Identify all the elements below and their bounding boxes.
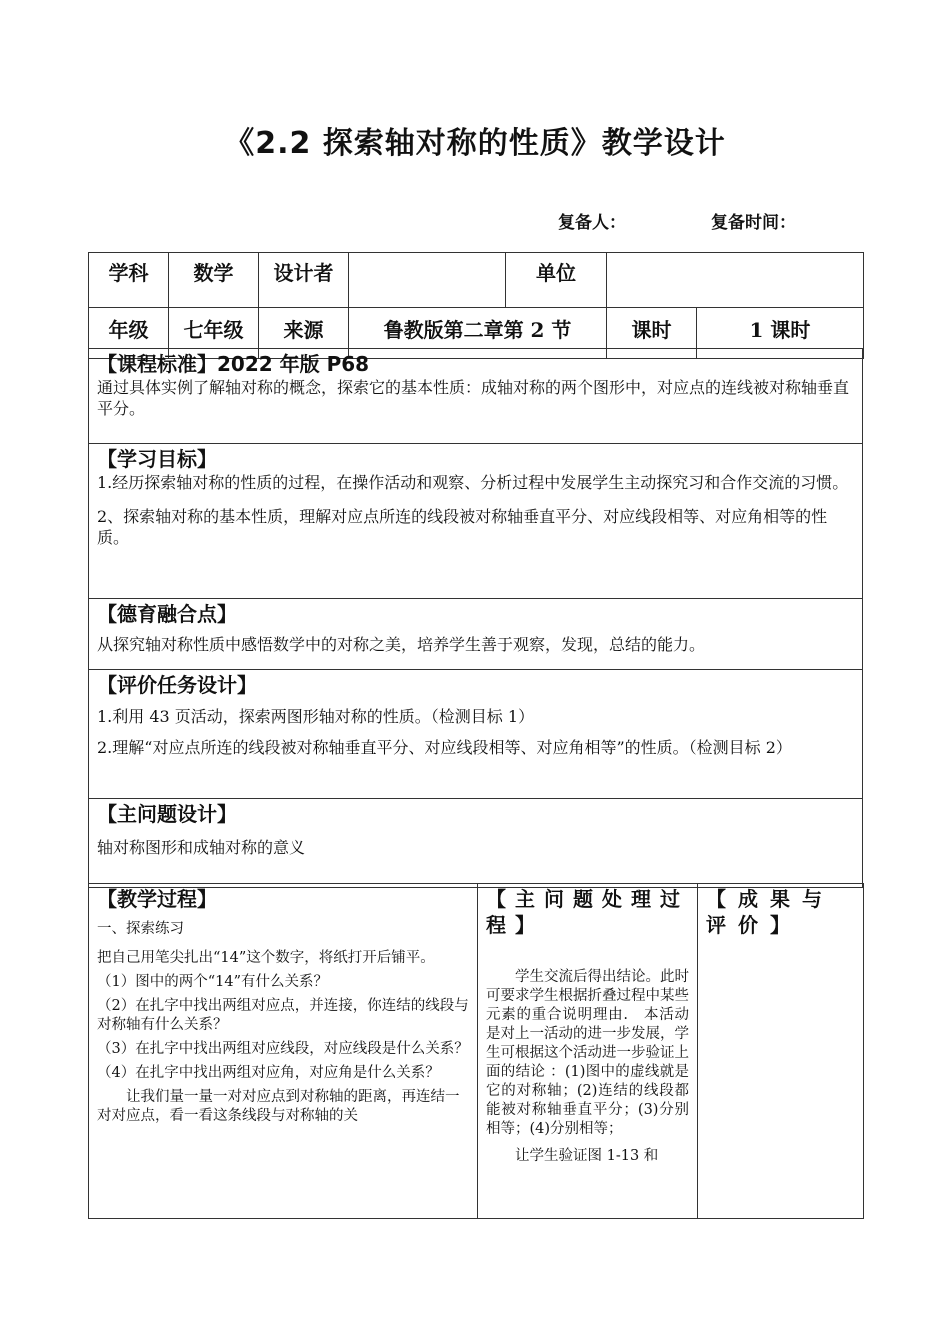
process-paragraph: （4）在扎字中找出两组对应角，对应角是什么关系？ xyxy=(97,1065,440,1081)
grade-value: 七年级 xyxy=(169,308,259,359)
unit-value xyxy=(607,253,864,308)
period-value: 1 课时 xyxy=(697,308,864,359)
main-question-text: 轴对称图形和成轴对称的意义 xyxy=(97,838,306,857)
preparer-label: 复备人： xyxy=(558,213,626,233)
process-column xyxy=(89,884,478,1219)
moral-section xyxy=(89,599,863,670)
main-question-section xyxy=(89,799,863,888)
main-question-process-column xyxy=(478,884,698,1219)
main-question-process-title: 【主问题处理过程】 xyxy=(486,887,689,937)
moral-text: 从探究轴对称性质中感悟数学中的对称之美，培养学生善于观察，发现，总结的能力。 xyxy=(97,635,706,654)
main-question-process-paragraph: 学生交流后得出结论。此时可要求学生根据折叠过程中某些元素的重合说明理由. 本活动是对上一活动的进一步发展，学生可根据这个活动进一步验证上面的结论 ：(1)图中的虚线就是它的对称轴；(2)连结的线段都能被对称轴垂直平分；(3)分别相等；(4)分别相等； xyxy=(486,969,689,1137)
designer-value xyxy=(349,253,506,308)
source-value: 鲁教版第二章第 2 节 xyxy=(349,308,607,359)
main-question-title: 【主问题设计】 xyxy=(97,802,237,826)
evaluation-item: 1.利用 43 页活动，探索两图形轴对称的性质。（检测目标 1） xyxy=(97,707,535,726)
document-title: 《2.2 探索轴对称的性质》教学设计 xyxy=(224,126,726,161)
process-paragraph: （3）在扎字中找出两组对应线段，对应线段是什么关系？ xyxy=(97,1041,469,1057)
moral-title: 【德育融合点】 xyxy=(97,602,237,626)
subject-label: 学科 xyxy=(89,253,169,308)
standard-section xyxy=(89,349,863,444)
subject-value: 数学 xyxy=(169,253,259,308)
prep-time-label: 复备时间： xyxy=(711,213,796,233)
objective-item: 2、探索轴对称的基本性质，理解对应点所连的线段被对称轴垂直平分、对应线段相等、对应角相等的性质。 xyxy=(97,507,828,547)
period-label: 课时 xyxy=(607,308,697,359)
process-title: 【教学过程】 xyxy=(97,887,217,911)
standard-text: 通过具体实例了解轴对称的概念，探索它的基本性质：成轴对称的两个图形中，对应点的连线被对称轴垂直平分。 xyxy=(97,378,850,418)
objective-item: 1.经历探索轴对称的性质的过程，在操作活动和观察、分析过程中发展学生主动探究习和合作交流的习惯。 xyxy=(97,473,849,492)
main-question-process-paragraph: 让学生验证图 1-13 和 xyxy=(515,1148,659,1164)
source-label: 来源 xyxy=(259,308,349,359)
process-paragraph: 一、探索练习 xyxy=(97,921,184,937)
process-paragraph: 把自己用笔尖扎出“14”这个数字，将纸打开后铺平。 xyxy=(97,950,435,966)
evaluation-title: 【评价任务设计】 xyxy=(97,673,257,697)
unit-label: 单位 xyxy=(506,253,607,308)
process-paragraph: （1）图中的两个“14”有什么关系？ xyxy=(97,974,329,990)
standard-title: 【课程标准】2022 年版 P68 xyxy=(97,352,370,376)
results-title: 【成果与评价】 xyxy=(706,887,834,937)
evaluation-item: 2.理解“对应点所连的线段被对称轴垂直平分、对应线段相等、对应角相等”的性质。（检测目标 2） xyxy=(97,738,792,757)
info-table xyxy=(88,252,864,359)
sections-table xyxy=(88,348,863,888)
process-paragraph: （2）在扎字中找出两组对应点，并连接，你连结的线段与对称轴有什么关系？ xyxy=(97,998,469,1033)
designer-label: 设计者 xyxy=(259,253,349,308)
grade-label: 年级 xyxy=(89,308,169,359)
objectives-section xyxy=(89,444,863,599)
results-column xyxy=(698,884,864,1219)
process-table xyxy=(88,883,864,1219)
process-paragraph: 让我们量一量一对对应点到对称轴的距离，再连结一对对应点，看一看这条线段与对称轴的关 xyxy=(97,1089,460,1124)
evaluation-section xyxy=(89,670,863,799)
objectives-title: 【学习目标】 xyxy=(97,447,217,471)
